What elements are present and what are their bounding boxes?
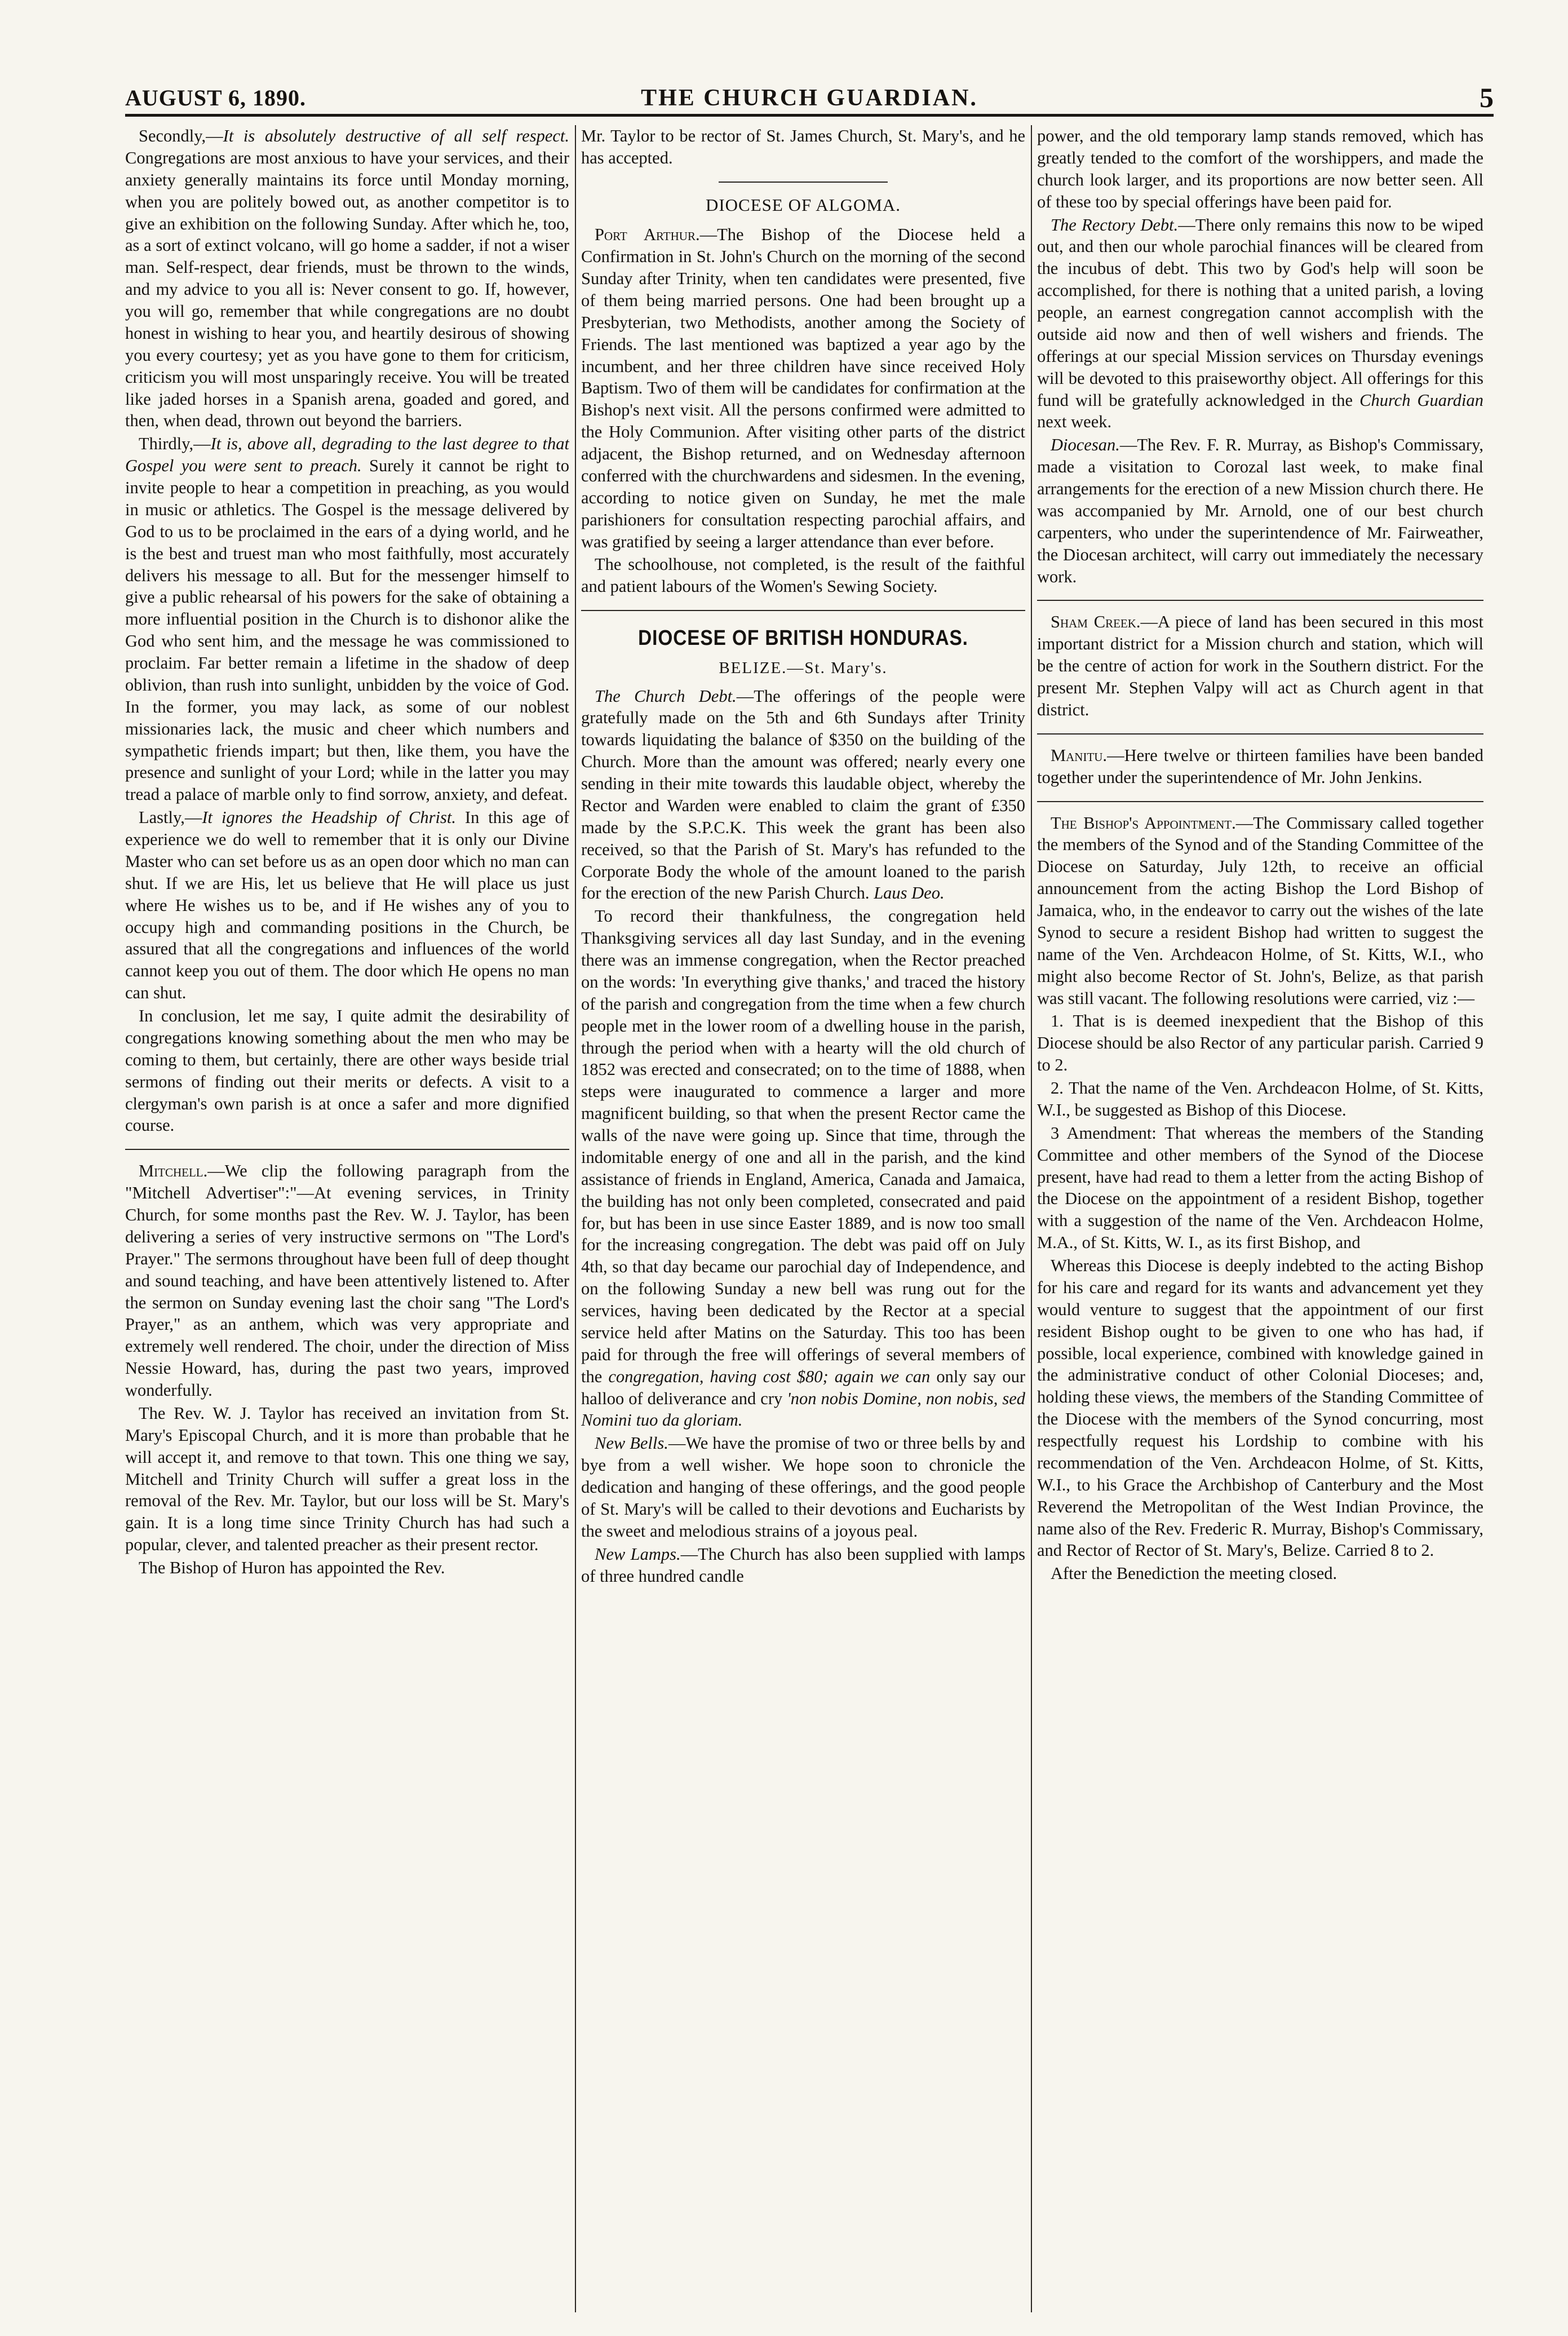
paragraph-manitu: Manitu.—Here twelve or thirteen families have been banded together under the superintendence of Mr. John Jenkins. [1037, 745, 1483, 787]
paragraph-secondly: Secondly,—It is absolutely destructive of all self respect. Congregations are most anxious to have your services, and their anxiety generally maintains its force until Monday morning, when you are politely bowed out, as another competitor is to give an exhibition on the following Sunday. After which he, too, as a sort of extinct volcano, will go home a sadder, if not a wiser man. Self-respect, dear friends, must be thrown to the winds, and my advice to you all is: Never consent to go. If, however, you will go, remember that while congregations are no doubt honest in wishing to hear you, and heartily desirous of showing you every courtesy; yet as you have gone to them for criticism, criticism you will most unsparingly receive. You will be treated like jaded horses in a Spanish arena, goaded and gored, and then, when dead, thrown out beyond the barriers. [125, 126, 569, 431]
paragraph-diocesan: Diocesan.—The Rev. F. R. Murray, as Bishop's Commissary, made a visitation to Corozal last week, to make final arrangements for the erection of a new Mission church there. He was accompanied by Mr. Arnold, one of our best church carpenters, who under the superintendence of Mr. Fairweather, the Diocesan architect, will carry out immediately the necessary work. [1037, 435, 1483, 586]
paragraph-bishops-appointment: The Bishop's Appointment.—The Commissary called together the members of the Synod and of the Standing Committee of the Diocese on Saturday, July 12th, to receive an official announcement from the acting Bishop the Lord Bishop of Jamaica, who, in the endeavor to carry out the wishes of the late Synod to secure a resident Bishop had written to suggest the name of the Ven. Archdeacon Holme, of St. Kitts, W.I., who might also become Rector of St. John's, Belize, as that parish was still vacant. The following resolutions were carried, viz :— [1037, 813, 1483, 1008]
paragraph-sham-creek: Sham Creek.—A piece of land has been secured in this most important district for a Mission church and station, which will be the centre of action for work in the Southern district. For the present Mr. Stephen Valpy will act as Church agent in that district. [1037, 612, 1483, 719]
paragraph-thirdly: Thirdly,—It is, above all, degrading to the last degree to that Gospel you were sent to preach. Surely it cannot be right to invite people to hear a competition in preaching, as you would in music or athletics. The Gospel is the message delivered by God to us to be proclaimed in the ears of a dying world, and he is the best and truest man who most faithfully, most accurately delivers his message to all. But for the messenger himself to give a public rehearsal of his powers for the sake of obtaining a more influential position in the Church is to dishonor alike the God who sent him, and the message he was commissioned to proclaim. Far better remain a lifetime in the shadow of deep oblivion, than rush into sunlight, unbidden by the voice of God. In the former, you may lack, as some of our noblest missionaries lack, the music and cheer which numbers and sympathetic friends impart; but then, like them, you have the presence and sunlight of your Lord; while in the latter you may tread a palace of marble only to find sorrow, anxiety, and defeat. [125, 434, 569, 804]
column-middle [581, 125, 1025, 2312]
newspaper-title: THE CHURCH GUARDIAN. [641, 85, 978, 111]
column-rule [575, 125, 576, 2312]
issue-date: AUGUST 6, 1890. [125, 85, 306, 110]
section-divider [1037, 801, 1483, 802]
paragraph-lamps-continued: power, and the old temporary lamp stands removed, which has greatly tended to the comfort of the worshippers, and made the church look larger, and its proportions are now better seen. All of these too by special offerings have been paid for. [1037, 126, 1483, 211]
paragraph-schoolhouse: The schoolhouse, not completed, is the result of the faithful and patient labours of the Women's Sewing Society. [581, 555, 1025, 596]
section-divider [125, 1149, 569, 1150]
paragraph-new-lamps: New Lamps.—The Church has also been supplied with lamps of three hundred candle [581, 1544, 1025, 1586]
paragraph-new-bells: New Bells.—We have the promise of two or three bells by and bye from a well wisher. We hope soon to chronicle the dedication and hanging of these offerings, and the good people of St. Mary's will be called to their devotions and Eucharists by the sweet and melodious strains of a joyous peal. [581, 1434, 1025, 1541]
section-divider [1037, 600, 1483, 601]
paragraph-taylor-invitation: The Rev. W. J. Taylor has received an invitation from St. Mary's Episcopal Church, and it is more than probable that he will accept it, and remove to that town. This one thing we say, Mitchell and Trinity Church will suffer a great loss in the removal of the Rev. Mr. Taylor, but our loss will be St. Mary's gain. It is a long time since Trinity Church has had such a popular, clever, and talented preacher as their present rector. [125, 1403, 569, 1555]
paragraph-bishop-huron: The Bishop of Huron has appointed the Rev. [139, 1558, 445, 1577]
heading-belize: BELIZE.—St. Mary's. [719, 658, 888, 677]
paragraph-conclusion: In conclusion, let me say, I quite admit the desirability of congregations knowing something about the men who may be coming to them, but certainly, there are other ways beside trial sermons of finding out their merits or defects. A visit to a clergyman's own parish is at once a safer and more dignified course. [125, 1006, 569, 1135]
paragraph-taylor-rector: Mr. Taylor to be rector of St. James Church, St. Mary's, and he has accepted. [581, 126, 1025, 167]
section-divider [719, 182, 888, 183]
page-number: 5 [1480, 82, 1494, 113]
paragraph-mitchell: Mitchell.—We clip the following paragraph from the "Mitchell Advertiser":"—At evening services, in Trinity Church, for some months past the Rev. W. J. Taylor, has been delivering a series of very instructive sermons on "The Lord's Prayer." The sermons throughout have been full of deep thought and sound teaching, and have been attentively listened to. After the sermon on Sunday evening last the choir sang "The Lord's Prayer," as an anthem, which was very appropriate and extremely well rendered. The choir, under the direction of Miss Nessie Howard, has, during the past two years, improved wonderfully. [125, 1161, 569, 1400]
resolution-3-amendment: 3 Amendment: That whereas the members of the Standing Committee and other members of the Synod of the Diocese present, have had read to them a letter from the acting Bishop of the Diocese on the appointment of a resident Bishop, together with a suggestion of the name of the Ven. Archdeacon Holme, M.A., of St. Kitts, W. I., as its first Bishop, and [1037, 1123, 1483, 1253]
column-right [1037, 125, 1483, 2312]
resolution-1: 1. That is is deemed inexpedient that the Bishop of this Diocese should be also Rector of any particular parish. Carried 9 to 2. [1037, 1011, 1483, 1075]
section-divider [1037, 733, 1483, 735]
heading-diocese-british-honduras: DIOCESE OF BRITISH HONDURAS. [638, 626, 968, 651]
paragraph-lastly: Lastly,—It ignores the Headship of Christ. In this age of experience we do well to remember that it is only our Divine Master who can set before us as an open door which no man can shut. If we are His, let us believe that He will place us just where He wishes us to be, and if He wishes any of you to occupy high and commanding positions in the Church, be assured that all the congregations and influences of the world cannot keep you out of them. The door which He opens no man can shut. [125, 808, 569, 1003]
paragraph-rectory-debt: The Rectory Debt.—There only remains this now to be wiped out, and then our whole parochial finances will be cleared from the incubus of debt. This two by God's help will soon be accomplished, for there is nothing that a united parish, a loving people, an earnest congregation cannot accomplish with the outside aid now and then of well wishers and friends. The offerings at our special Mission services on Thursday evenings will be devoted to this praiseworthy object. All offerings for this fund will be gratefully acknowledged in the Church Guardian next week. [1037, 215, 1483, 432]
masthead [125, 82, 1494, 117]
column-left [125, 125, 569, 2312]
resolution-2: 2. That the name of the Ven. Archdeacon Holme, of St. Kitts, W.I., be suggested as Bishop of this Diocese. [1037, 1078, 1483, 1120]
heading-diocese-algoma: DIOCESE OF ALGOMA. [705, 194, 901, 215]
paragraph-meeting-closed: After the Benediction the meeting closed. [1051, 1564, 1337, 1583]
paragraph-port-arthur: Port Arthur.—The Bishop of the Diocese held a Confirmation in St. John's Church on the morning of the second Sunday after Trinity, when ten candidates were presented, five of them being married persons. One had been brought up a Presbyterian, two Methodists, another among the Society of Friends. The last mentioned was baptized a year ago by the incumbent, and her three children have since received Holy Baptism. Two of them will be candidates for confirmation at the Bishop's next visit. All the persons confirmed were admitted to the Holy Communion. After visiting other parts of the district adjacent, the Bishop returned, and on Wednesday afternoon conferred with the churchwardens and sidesmen. In the evening, according to notice given on Sunday, he met the male parishioners for consultation respecting parochial affairs, and was gratified by seeing a larger attendance than ever before. [581, 225, 1025, 551]
paragraph-thanksgiving: To record their thankfulness, the congregation held Thanksgiving services all day last Sunday, and in the evening there was an immense congregation, when the Rector preached on the words: 'In everything give thanks,' and traced the history of the parish and congregation from the time when a few church people met in the lower room of a dwelling house in the parish, through the period when with a hearty will the old church of 1852 was erected and consecrated; on to the time of 1888, when steps were inaugurated to commence a larger and more magnificent building, so that when the present Rector came the walls of the nave were going up. Since that time, through the indomitable energy of one and all in the parish, and the kind assistance of friends in England, America, Canada and Jamaica, the building has not only been completed, consecrated and paid for, but has been in use since Easter 1889, and is now too small for the increasing congregation. The debt was paid off on July 4th, so that day became our parochial day of Independence, and on the following Sunday a new bell was rung out for the services, having been dedicated by the Rector at a special service held after Matins on the Saturday. This too has been paid for through the free will offerings of several members of the congregation, having cost $80; again we can only say our halloo of deliverance and cry 'non nobis Domine, non nobis, sed Nomini tuo da gloriam. [581, 906, 1025, 1430]
resolution-whereas: Whereas this Diocese is deeply indebted to the acting Bishop for his care and regard for its wants and advancement yet they would venture to suggest that the appointment of our first resident Bishop ought to be given to one who has had, if possible, local experience, combined with knowledge gained in the administrative conduct of other Colonial Dioceses; and, holding these views, the members of the Standing Committee of the Diocese with the members of the Synod concurring, most respectfully request his Lordship to combine with his recommendation of the Ven. Archdeacon Holme, of St. Kitts, W.I., to his Grace the Archbishop of Canterbury and the Most Reverend the Metropolitan of the West Indian Province, the name also of the Rev. Frederic R. Murray, Bishop's Commissary, and Rector of Rector of St. Mary's, Belize. Carried 8 to 2. [1037, 1256, 1483, 1560]
column-rule [1031, 125, 1032, 2312]
section-divider [581, 610, 1025, 611]
paragraph-church-debt: The Church Debt.—The offerings of the people were gratefully made on the 5th and 6th Sundays after Trinity towards liquidating the balance of $350 on the building of the Church. More than the amount was offered; nearly every one sending in their mite towards this laudable object, whereby the Rector and Warden were enabled to claim the grant of £350 made by the S.P.C.K. This week the grant has been also received, so that the Parish of St. Mary's has refunded to the Corporate Body the whole of the amount loaned to the parish for the erection of the new Parish Church. Laus Deo. [581, 686, 1025, 903]
